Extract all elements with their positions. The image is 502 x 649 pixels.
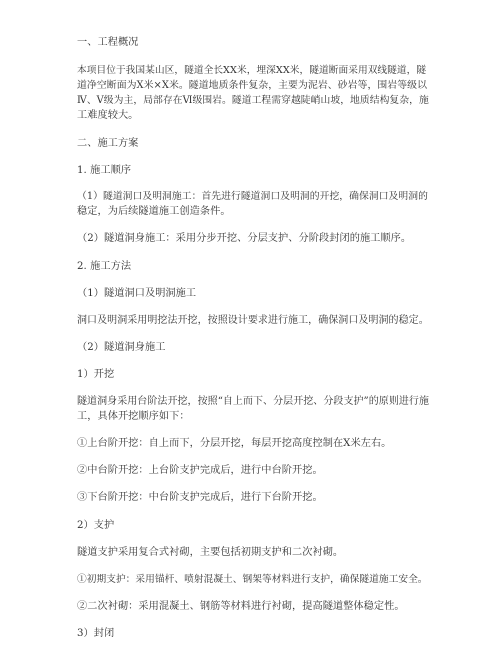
section-heading-overview: 一、工程概况 bbox=[77, 37, 139, 48]
paragraph-line: 隧道支护采用复合式衬砌，主要包括初期支护和二次衬砌。 bbox=[77, 546, 344, 558]
list-item: ③下台阶开挖：中台阶支护完成后，进行下台阶开挖。 bbox=[77, 492, 323, 504]
list-item: ②中台阶开挖：上台阶支护完成后，进行中台阶开挖。 bbox=[77, 465, 323, 477]
list-item: ①初期支护：采用锚杆、喷射混凝土、钢架等材料进行支护，确保隧道施工安全。 bbox=[77, 573, 428, 585]
paragraph-line: （1）隧道洞口及明洞施工：首先进行隧道洞口及明洞的开挖，确保洞口及明洞的 bbox=[77, 191, 428, 203]
subheading-excavation: 1）开挖 bbox=[77, 369, 115, 380]
subheading-closure: 3）封闭 bbox=[77, 628, 115, 639]
paragraph-line: 本项目位于我国某山区，隧道全长XX米，埋深XX米，隧道断面采用双线隧道，隧 bbox=[77, 65, 427, 77]
paragraph-line: 道净空断面为X米×X米。隧道地质条件复杂，主要为泥岩、砂岩等，围岩等级以 bbox=[77, 80, 428, 91]
paragraph-line: （2）隧道洞身施工：采用分步开挖、分层支护、分阶段封闭的施工顺序。 bbox=[77, 233, 412, 245]
subheading-sequence: 1. 施工顺序 bbox=[77, 165, 132, 177]
list-item: ②二次衬砌：采用混凝土、钢筋等材料进行衬砌，提高隧道整体稳定性。 bbox=[77, 600, 405, 612]
paragraph-line: 洞口及明洞采用明挖法开挖，按照设计要求进行施工，确保洞口及明洞的稳定。 bbox=[77, 314, 429, 326]
subheading-support: 2）支护 bbox=[77, 519, 115, 531]
method-item-heading: （1）隧道洞口及明洞施工 bbox=[77, 287, 197, 299]
method-item-heading: （2）隧道洞身施工 bbox=[77, 341, 166, 353]
subheading-method: 2. 施工方法 bbox=[77, 260, 132, 272]
section-heading-plan: 二、施工方案 bbox=[77, 138, 139, 149]
paragraph-line: 稳定，为后续隧道施工创造条件。 bbox=[77, 206, 231, 218]
paragraph-line: 隧道洞身采用台阶法开挖，按照“自上而下、分层开挖、分段支护”的原则进行施 bbox=[77, 396, 429, 408]
list-item: ①上台阶开挖：自上而下，分层开挖，每层开挖高度控制在X米左右。 bbox=[77, 438, 392, 450]
paragraph-line: Ⅳ、Ⅴ级为主，局部存在Ⅵ级围岩。隧道工程需穿越陡峭山坡，地质结构复杂，施 bbox=[77, 95, 429, 106]
paragraph-line: 工，具体开挖顺序如下： bbox=[77, 411, 190, 423]
paragraph-line: 工难度较大。 bbox=[77, 109, 139, 121]
